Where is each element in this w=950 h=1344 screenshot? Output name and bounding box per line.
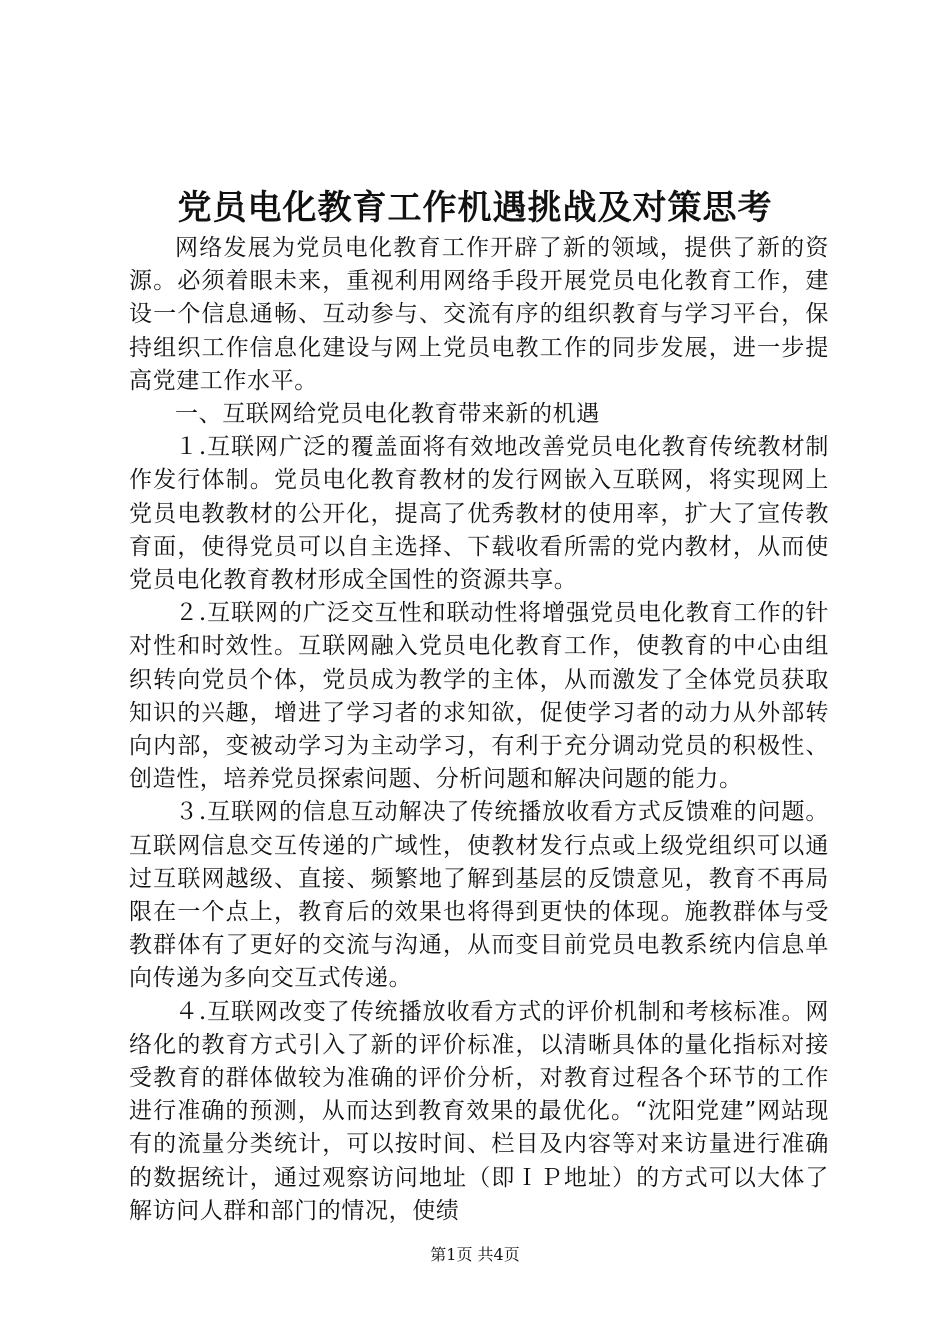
paragraph-point-1: １.互联网广泛的覆盖面将有效地改善党员电化教育传统教材制作发行体制。党员电化教育教材的发行网嵌入互联网，将实现网上党员电教教材的公开化，提高了优秀教材的使用率，扩大了宣传教育面，使得党员可以自主选择、下载收看所需的党内教材，从而使党员电化教育教材形成全国性的资源共享。	[129, 434, 829, 594]
paragraph-point-4: ４.互联网改变了传统播放收看方式的评价机制和考核标准。网络化的教育方式引入了新的评价标准，以清晰具体的量化指标对接受教育的群体做较为准确的评价分析，对教育过程各个环节的工作进行准确的预测，从而达到教育效果的最优化。“沈阳党建”网站现有的流量分类统计，可以按时间、栏目及内容等对来访量进行准确的数据统计，通过观察访问地址（即ＩＰ地址）的方式可以大体了解访问人群和部门的情况，使绩	[129, 998, 829, 1224]
paragraph-point-3: ３.互联网的信息互动解决了传统播放收看方式反馈难的问题。互联网信息交互传递的广域性，使教材发行点或上级党组织可以通过互联网越级、直接、频繁地了解到基层的反馈意见，教育不再局限在一个点上，教育后的效果也将得到更快的体现。施教群体与受教群体有了更好的交流与沟通，从而变目前党员电教系统内信息单向传递为多向交互式传递。	[129, 799, 829, 992]
section-heading-1: 一、互联网给党员电化教育带来新的机遇	[175, 401, 600, 428]
paragraph-intro: 网络发展为党员电化教育工作开辟了新的领域，提供了新的资源。必须着眼未来，重视利用网络手段开展党员电化教育工作，建设一个信息通畅、互动参与、交流有序的组织教育与学习平台，保持组织工作信息化建设与网上党员电教工作的同步发展，进一步提高党建工作水平。	[129, 235, 829, 394]
document-title: 党员电化教育工作机遇挑战及对策思考	[177, 188, 773, 228]
document-body	[129, 232, 829, 1228]
page-footer: 第1页 共4页	[430, 1245, 520, 1264]
paragraph-point-2: ２.互联网的广泛交互性和联动性将增强党员电化教育工作的针对性和时效性。互联网融入党员电化教育工作，使教育的中心由组织转向党员个体，党员成为教学的主体，从而激发了全体党员获取知识的兴趣，增进了学习者的求知欲，促使学习者的动力从外部转向内部，变被动学习为主动学习，有利于充分调动党员的积极性、创造性，培养党员探索问题、分析问题和解决问题的能力。	[129, 600, 829, 793]
